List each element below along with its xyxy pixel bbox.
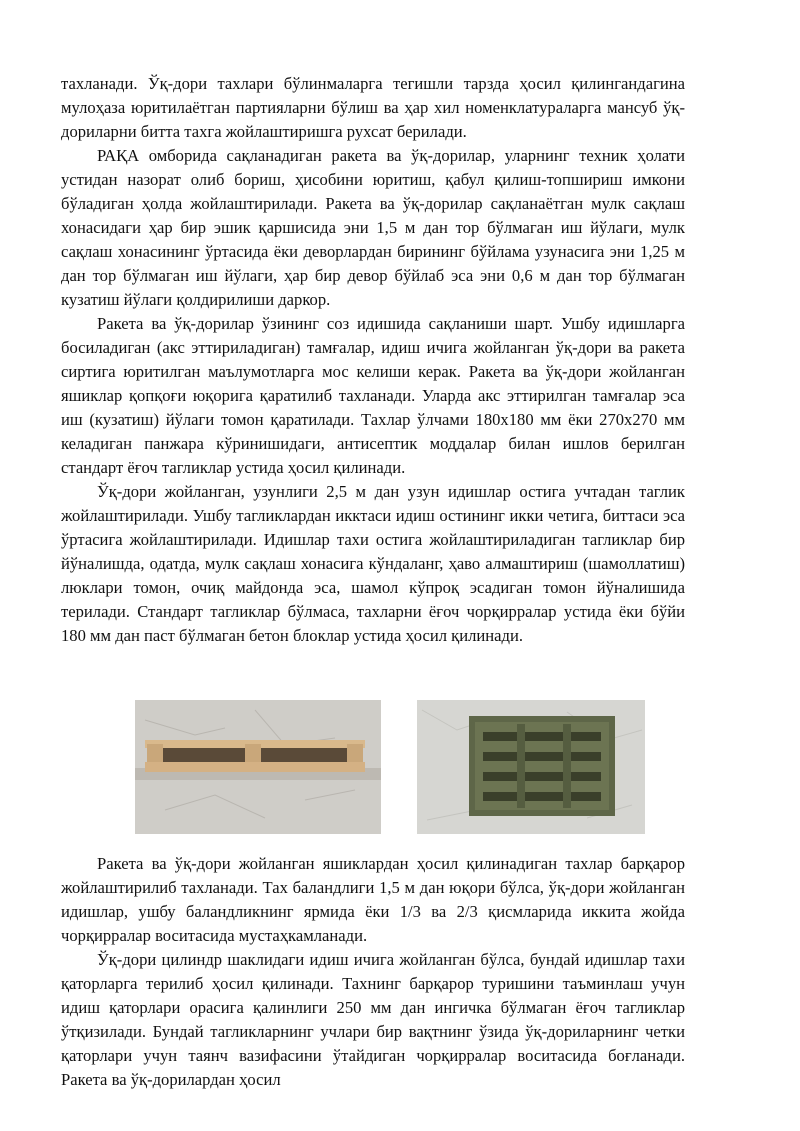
photo-wooden-pallet: [135, 700, 381, 834]
paragraph: Ўқ-дори жойланган, узунлиги 2,5 м дан узун идишлар остига учтадан таглик жойлаштирилади. Ушбу тагликлардан икктаси идиш остининг икки четига, биттаси эса ўртасига жойлаштирилади. Идишлар тахи остига жойлаштириладиган тагликлар бир йўналишда, одатда, мулк сақлаш хонасига кўндаланг, ҳаво алмаштириш (шамоллатиш) люклари томон, очиқ майдонда эса, шамол кўпроқ эсадиган томон йўналишида терилади. Стандарт тагликлар бўлмаса, тахларни ёғоч чорқирралар устида ёки бўйи 180 мм дан паст бўлмаган бетон блоклар устида ҳосил қилинади.: [61, 482, 685, 645]
text-block-bottom: [61, 852, 685, 1092]
paragraph: РАҚА омборида сақланадиган ракета ва ўқ-дорилар, уларнинг техник ҳолати устидан назорат олиб бориш, ҳисобини юритиш, қабул қилиш-топшириш имкони бўладиган ҳолда жойлаштирилади. Ракета ва ўқ-дорилар сақланаётган мулк сақлаш хонасидаги ҳар бир эшик қаршисида эни 1,5 м дан тор бўлмаган иш йўлаги, мулк сақлаш хонасининг ўртасида ёки деворлардан бирининг бўйлама узунасига эни 1,25 м дан тор бўлмаган иш йўлаги, ҳар бир девор бўйлаб эса эни 0,6 м дан тор бўлмаган кузатиш йўлаги қолдирилиши даркор.: [61, 146, 685, 309]
text-block-top: [61, 72, 685, 648]
paragraph: Ракета ва ўқ-дорилар ўзининг соз идишида сақланиши шарт. Ушбу идишларга босиладиган (акс эттириладиган) тамғалар, идиш ичига жойланган ўқ-дори ва ракета сиртига юритилган маълумотларга мос келиши керак. Ракета ва ўқ-дори жойланган яшиклар қопқоғи юқорига қаратилиб тахланади. Уларда акс эттирилган тамғалар эса иш (кузатиш) йўлаги томон қаратилади. Тахлар ўлчами 180х180 мм ёки 270х270 мм келадиган панжара кўринишидаги, антисептик моддалар билан ишлов берилган стандарт ёғоч тагликлар устида ҳосил қилинади.: [61, 314, 685, 477]
green-pallet-image: [417, 700, 645, 834]
wooden-pallet-image: [135, 700, 381, 834]
paragraph: Ўқ-дори цилиндр шаклидаги идиш ичига жойланган бўлса, бундай идишлар тахи қаторларга терилиб ҳосил қилинади. Тахнинг барқарор туришини таъминлаш учун идиш қаторлари орасига қалинлиги 250 мм дан ингичка бўлмаган ёғоч тагликлар ўтқизилади. Бундай тагликларнинг учлари бир вақтнинг ўзида ўқ-дориларнинг четки қаторлари учун таянч вазифасини ўтайдиган чорқирралар воситасида боғланади. Ракета ва ўқ-дорилардан ҳосил: [61, 950, 685, 1089]
photo-green-pallet: [417, 700, 645, 834]
paragraph: тахланади. Ўқ-дори тахлари бўлинмаларга тегишли тарзда ҳосил қилингандагина мулоҳаза юритилаётган партияларни бўлиш ва ҳар хил номенклатураларга мансуб ўқ-дориларни битта тахга жойлаштиришга рухсат берилади.: [61, 74, 685, 141]
paragraph: Ракета ва ўқ-дори жойланган яшиклардан ҳосил қилинадиган тахлар барқарор жойлаштирилиб тахланади. Тах баландлиги 1,5 м дан юқори бўлса, ўқ-дори жойланган идишлар, ушбу баландликнинг ярмида ёки 1/3 ва 2/3 қисмларида иккита жойда чорқирралар воситасида мустаҳкамланади.: [61, 854, 685, 945]
